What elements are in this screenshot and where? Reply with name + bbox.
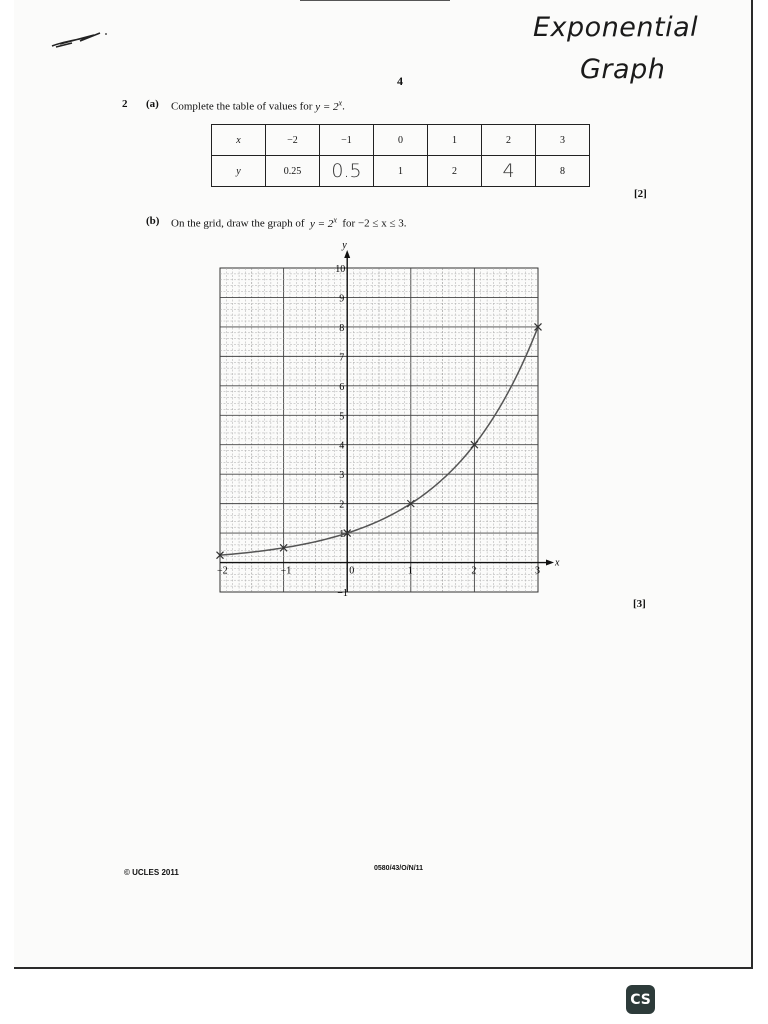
table-y-cell: 8: [536, 156, 590, 187]
y-tick-label: 8: [339, 322, 345, 334]
table-x-cell: 1: [428, 125, 482, 156]
y-tick-label: 10: [335, 264, 346, 275]
y-tick-label: 6: [339, 381, 345, 393]
handwritten-title-line2: Graph: [580, 54, 666, 85]
part-b-marks: [3]: [633, 598, 646, 610]
graph-tick-labels: [217, 264, 540, 599]
y-tick-label: 3: [339, 470, 345, 482]
graph-grid: [220, 268, 538, 592]
x-tick-label: 2: [471, 565, 477, 577]
part-a-marks: [2]: [634, 188, 647, 200]
part-a-label: (a): [146, 98, 159, 110]
table-y-cell: 0.25: [266, 156, 320, 187]
handwritten-title-line1: Exponential: [533, 12, 699, 43]
y-tick-label: 1: [339, 529, 345, 541]
x-tick-label: 3: [535, 565, 540, 577]
y-tick-label: 9: [339, 293, 345, 305]
x-tick-label: 1: [407, 565, 413, 577]
part-b-text: On the grid, draw the graph of $y = 2^x$ for −2 ≤ x ≤ 3.: [171, 215, 407, 230]
page-number: 4: [397, 74, 403, 88]
x-tick-label: −1: [280, 565, 292, 577]
table-y-header: y: [212, 156, 266, 187]
part-a-text: Complete the table of values for $y = 2^x$.: [171, 98, 345, 113]
y-tick-label: 2: [339, 499, 345, 511]
table-x-cell: −2: [266, 125, 320, 156]
camscanner-badge: CS: [626, 985, 655, 1014]
x-tick-label: 0: [349, 565, 355, 577]
table-y-cell-handwritten: 0.5: [320, 156, 374, 187]
x-tick-label: −2: [217, 565, 228, 577]
footer-paper-code: 0580/43/O/N/11: [374, 865, 424, 872]
y-axis-label: y: [342, 240, 347, 251]
table-y-cell: 1: [374, 156, 428, 187]
table-y-cell-handwritten: 4: [482, 156, 536, 187]
x-axis-label: x: [555, 557, 560, 569]
y-tick-label: 5: [339, 411, 345, 423]
table-x-cell: 3: [536, 125, 590, 156]
x-axis-arrow-icon: [546, 560, 554, 566]
table-x-cell: 0: [374, 125, 428, 156]
table-x-cell: −1: [320, 125, 374, 156]
question-number: 2: [122, 98, 128, 110]
y-axis-arrow-icon: [344, 250, 350, 258]
y-tick-label: 4: [339, 440, 345, 452]
table-x-cell: 2: [482, 125, 536, 156]
table-x-header: x: [212, 125, 266, 156]
part-b-label: (b): [146, 215, 160, 227]
footer-copyright: © UCLES 2011: [124, 868, 179, 877]
table-y-cell: 2: [428, 156, 482, 187]
y-tick-label: −1: [337, 588, 348, 599]
y-tick-label: 7: [339, 352, 345, 364]
